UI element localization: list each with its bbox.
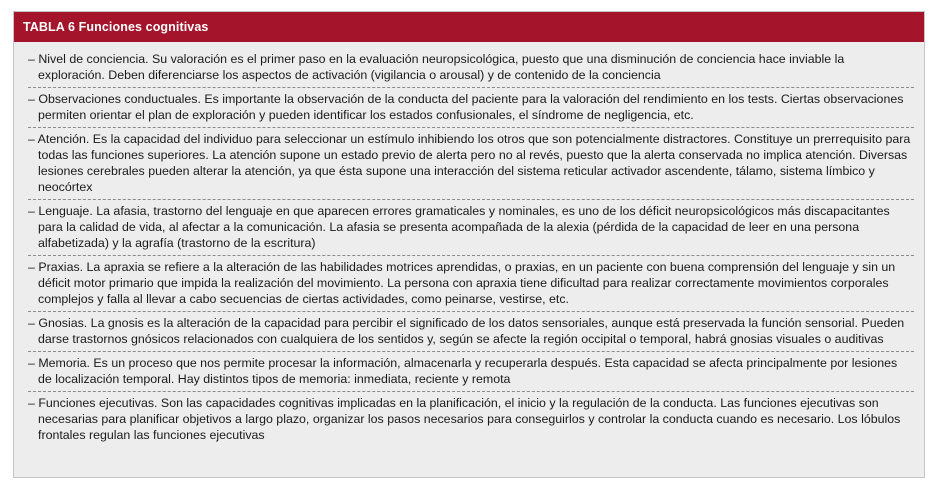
table-row: – Funciones ejecutivas. Son las capacidades cognitivas implicadas en la planificación, el inicio y la regulación de la conducta. Las funciones ejecutivas son necesarias para planificar objetivos a largo plazo, organizar los pasos necesarios para conseguirlos y controlar la conducta cuando es necesario. Los lóbulos frontales regulan las funciones ejecutivas — [28, 396, 901, 442]
table-row: – Memoria. Es un proceso que nos permite procesar la información, almacenarla y recuperarla después. Esta capacidad se afecta principalmente por lesiones de localización temporal. Hay distintos tipos de memoria: inmediata, reciente y remota — [28, 352, 914, 392]
table-title: TABLA 6 Funciones cognitivas — [14, 12, 924, 42]
table-row: – Observaciones conductuales. Es importante la observación de la conducta del paciente para la valoración del rendimiento en los tests. Ciertas observaciones permiten orientar el plan de exploración y pueden identificar los estados confusionales, el síndrome de negligencia, etc. — [28, 88, 914, 128]
table-row: – Atención. Es la capacidad del individuo para seleccionar un estímulo inhibiendo los otros que son potencialmente distractores. Constituye un prerrequisito para todas las funciones superiores. La atención supone un estado previo de alerta pero no al revés, puesto que la alerta conservada no implica atención. Diversas lesiones cerebrales pueden alterar la atención, ya que ésta supone una interacción del sistema reticular activador ascendente, tálamo, sistema límbico y neocórtex — [28, 128, 914, 200]
table-row: – Lenguaje. La afasia, trastorno del lenguaje en que aparecen errores gramaticales y nominales, es uno de los déficit neuropsicológicos más discapacitantes para la calidad de vida, al afectar a la comunicación. La afasia se presenta acompañada de la alexia (pérdida de la capacidad de leer en una persona alfabetizada) y la agrafía (trastorno de la escritura) — [28, 200, 914, 256]
table-row: – Praxias. La apraxia se refiere a la alteración de las habilidades motrices aprendidas, o praxias, en un paciente con buena comprensión del lenguaje y sin un déficit motor primario que impida la realización del movimiento. La persona con apraxia tiene dificultad para realizar correctamente movimientos corporales complejos y falla al llevar a cabo secuencias de ciertas actividades, como peinarse, vestirse, etc. — [28, 256, 914, 312]
table-rows — [14, 42, 924, 447]
cognitive-functions-table — [13, 11, 925, 478]
table-row: – Gnosias. La gnosis es la alteración de la capacidad para percibir el significado de los datos sensoriales, aunque está preservada la función sensorial. Pueden darse trastornos gnósicos relacionados con cualquiera de los sentidos y, según se afecte la región occipital o temporal, habrá gnosias visuales o auditivas — [28, 312, 914, 352]
table-row: – Nivel de conciencia. Su valoración es el primer paso en la evaluación neuropsicológica, puesto que una disminución de conciencia hace inviable la exploración. Deben diferenciarse los aspectos de activación (vigilancia o arousal) y de contenido de la conciencia — [28, 48, 914, 88]
